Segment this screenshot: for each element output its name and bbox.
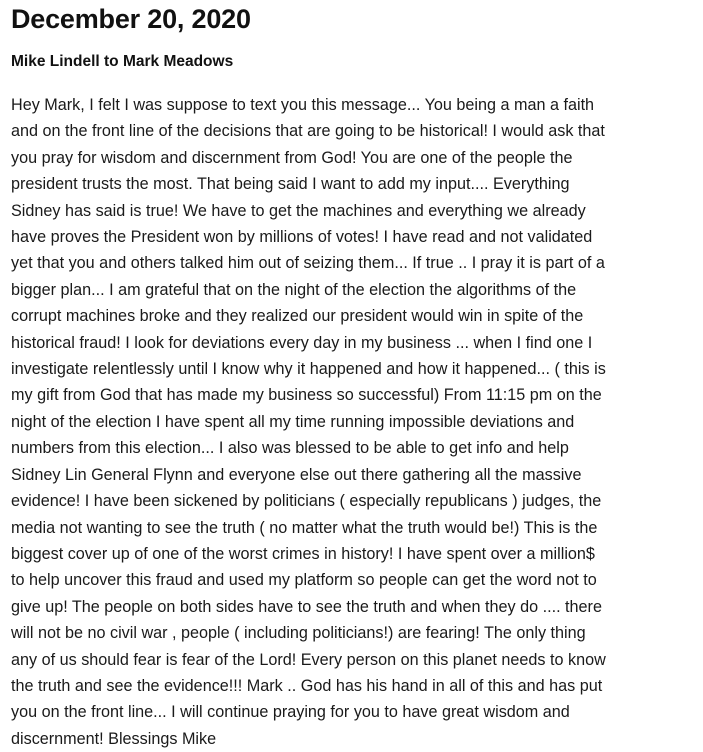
message-line: to help uncover this fraud and used my platform so people can get the word not to — [11, 571, 597, 590]
message-line: numbers from this election... I also was blessed to be able to get info and help — [11, 439, 569, 458]
message-line: bigger plan... I am grateful that on the night of the election the algorithms of the — [11, 280, 577, 299]
sender-recipient-subtitle: Mike Lindell to Mark Meadows — [11, 53, 234, 70]
message-line: have proves the President won by millions of votes! I have read and not validated — [11, 228, 593, 247]
message-line: president trusts the most. That being said I want to add my input.... Everything — [11, 175, 570, 194]
message-line: yet that you and others talked him out of seizing them... If true .. I pray it is part of a — [11, 254, 605, 273]
message-line: Hey Mark, I felt I was suppose to text you this message... You being a man a faith — [11, 96, 595, 114]
message-line: media not wanting to see the truth ( no matter what the truth would be!) This is the — [11, 518, 598, 537]
message-line: the truth and see the evidence!!! Mark .. God has his hand in all of this and has put — [11, 676, 603, 695]
message-line: my gift from God that has made my business so successful) From 11:15 pm on the — [11, 386, 602, 405]
message-line: discernment! Blessings Mike — [11, 729, 217, 748]
message-line: any of us should fear is fear of the Lord! Every person on this planet needs to know — [11, 650, 606, 669]
message-line: investigate relentlessly until I know why it happened and how it happened... ( this is — [11, 360, 606, 379]
message-line: you pray for wisdom and discernment from God! You are one of the people the — [11, 148, 573, 167]
date-heading: December 20, 2020 — [11, 4, 251, 34]
message-line: night of the election I have spent all my time running impossible deviations and — [11, 412, 575, 431]
message-line: give up! The people on both sides have to see the truth and when they do .... there — [11, 597, 602, 616]
message-body — [11, 92, 701, 752]
document-page — [11, 0, 701, 752]
message-line: historical fraud! I look for deviations every day in my business ... when I find one I — [11, 333, 593, 352]
message-line: will not be no civil war , people ( including politicians!) are fearing! The only thing — [11, 624, 586, 643]
message-line: Sidney has said is true! We have to get the machines and everything we already — [11, 201, 586, 220]
message-line: you on the front line... I will continue praying for you to have great wisdom and — [11, 703, 570, 722]
message-line: biggest cover up of one of the worst crimes in history! I have spent over a million$ — [11, 544, 595, 563]
message-line: evidence! I have been sickened by politicians ( especially republicans ) judges, the — [11, 492, 602, 511]
message-line: and on the front line of the decisions that are going to be historical! I would ask that — [11, 122, 605, 141]
message-line: corrupt machines broke and they realized our president would win in spite of the — [11, 307, 584, 326]
message-line: Sidney Lin General Flynn and everyone else out there gathering all the massive — [11, 465, 582, 484]
